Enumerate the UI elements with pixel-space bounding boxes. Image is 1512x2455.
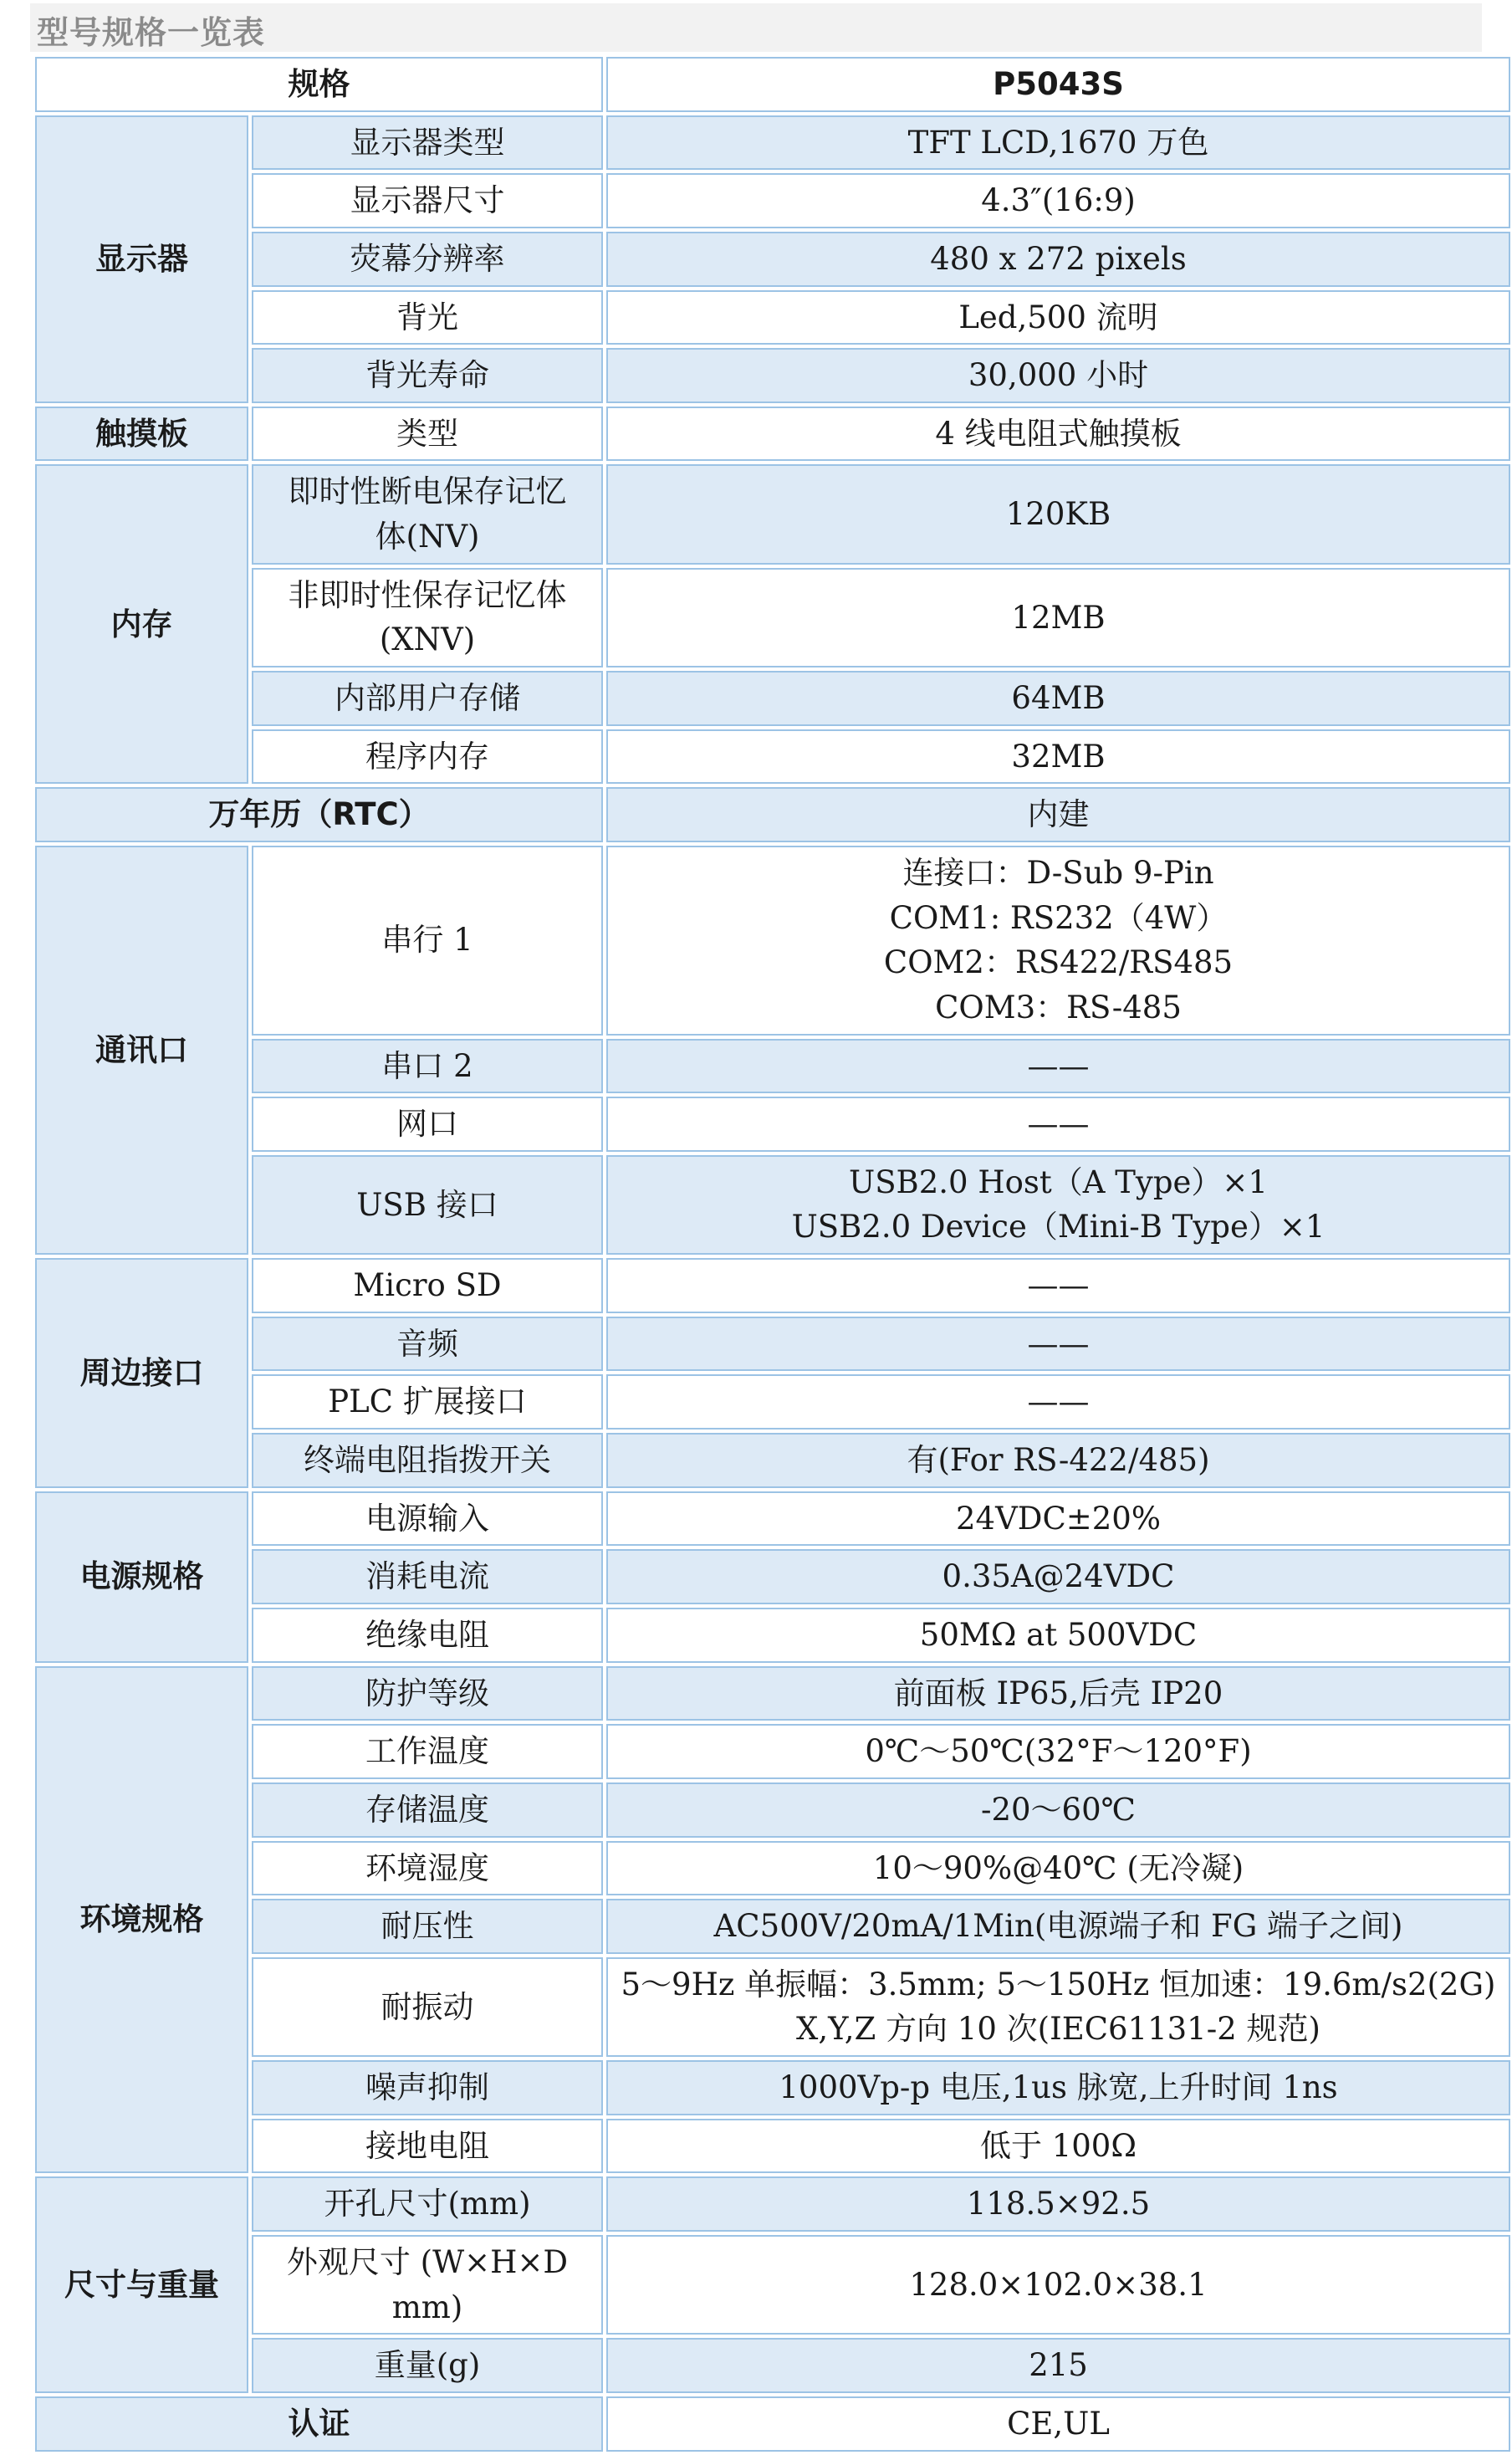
- spec-value: 低于 100Ω: [606, 2119, 1510, 2174]
- table-row: [35, 1549, 1510, 1604]
- spec-value: AC500V/20mA/1Min(电源端子和 FG 端子之间): [606, 1899, 1510, 1954]
- spec-value: ——: [606, 1097, 1510, 1152]
- group-label: 通讯口: [35, 846, 248, 1255]
- table-row: [35, 2338, 1510, 2393]
- spec-name: 显示器类型: [252, 115, 603, 171]
- page-title: 型号规格一览表: [37, 14, 266, 51]
- spec-name: 工作温度: [252, 1724, 603, 1779]
- group-label: 万年历（RTC）: [35, 787, 603, 842]
- table-row: [35, 671, 1510, 726]
- table-row: [35, 2396, 1510, 2452]
- spec-name: 电源输入: [252, 1491, 603, 1547]
- table-row: [35, 1957, 1510, 2057]
- spec-name: 开孔尺寸(mm): [252, 2176, 603, 2232]
- spec-name: 耐振动: [252, 1957, 603, 2057]
- table-row: [35, 1155, 1510, 1255]
- spec-name: 背光寿命: [252, 348, 603, 403]
- spec-value: 64MB: [606, 671, 1510, 726]
- spec-value: ——: [606, 1374, 1510, 1430]
- spec-value: 5～9Hz 单振幅：3.5mm; 5～150Hz 恒加速：19.6m/s2(2G) X,Y,Z 方向 10 次(IEC61131-2 规范): [606, 1957, 1510, 2057]
- group-label: 尺寸与重量: [35, 2176, 248, 2393]
- spec-value: 0.35A@24VDC: [606, 1549, 1510, 1604]
- spec-value: 32MB: [606, 729, 1510, 785]
- spec-name: 即时性断电保存记忆 体(NV): [252, 464, 603, 564]
- table-row: [35, 2060, 1510, 2115]
- table-row: [35, 1841, 1510, 1896]
- spec-name: 接地电阻: [252, 2119, 603, 2174]
- spec-name: 终端电阻指拨开关: [252, 1433, 603, 1488]
- table-row: [35, 464, 1510, 564]
- table-row: [35, 1433, 1510, 1488]
- table-row: [35, 729, 1510, 785]
- table-row: [35, 2176, 1510, 2232]
- table-row: [35, 232, 1510, 287]
- table-row: [35, 1666, 1510, 1721]
- spec-name: 存储温度: [252, 1782, 603, 1838]
- spec-value: 50MΩ at 500VDC: [606, 1608, 1510, 1663]
- spec-name: 串口 2: [252, 1039, 603, 1094]
- spec-table-body: [35, 57, 1510, 2452]
- table-row: [35, 407, 1510, 462]
- spec-name: 背光: [252, 290, 603, 345]
- header-model-cell: P5043S: [606, 57, 1510, 112]
- spec-value: 0℃～50℃(32°F～120°F): [606, 1724, 1510, 1779]
- spec-name: 噪声抑制: [252, 2060, 603, 2115]
- table-row: [35, 1258, 1510, 1313]
- spec-name: 重量(g): [252, 2338, 603, 2393]
- group-label: 触摸板: [35, 407, 248, 462]
- spec-value: 4.3″(16:9): [606, 173, 1510, 228]
- spec-table: [32, 54, 1512, 2455]
- spec-name: 防护等级: [252, 1666, 603, 1721]
- spec-value: 215: [606, 2338, 1510, 2393]
- spec-value: -20～60℃: [606, 1782, 1510, 1838]
- table-row: [35, 290, 1510, 345]
- table-row: [35, 1782, 1510, 1838]
- spec-value: 前面板 IP65,后壳 IP20: [606, 1666, 1510, 1721]
- group-label: 环境规格: [35, 1666, 248, 2174]
- spec-value: 内建: [606, 787, 1510, 842]
- table-row: [35, 1039, 1510, 1094]
- table-header-row: [35, 57, 1510, 112]
- group-label: 电源规格: [35, 1491, 248, 1663]
- spec-name: 串行 1: [252, 846, 603, 1036]
- table-row: [35, 173, 1510, 228]
- spec-value: 128.0×102.0×38.1: [606, 2235, 1510, 2335]
- spec-value: 1000Vp-p 电压,1us 脉宽,上升时间 1ns: [606, 2060, 1510, 2115]
- spec-value: 120KB: [606, 464, 1510, 564]
- header-spec-cell: 规格: [35, 57, 603, 112]
- table-row: [35, 2119, 1510, 2174]
- spec-name: 类型: [252, 407, 603, 462]
- table-row: [35, 787, 1510, 842]
- group-label: 内存: [35, 464, 248, 784]
- table-row: [35, 1724, 1510, 1779]
- group-label: 周边接口: [35, 1258, 248, 1488]
- spec-name: PLC 扩展接口: [252, 1374, 603, 1430]
- spec-value: USB2.0 Host（A Type）×1 USB2.0 Device（Mini-B Type）×1: [606, 1155, 1510, 1255]
- spec-value: 连接口：D-Sub 9-Pin COM1: RS232（4W） COM2：RS422/RS485 COM3：RS-485: [606, 846, 1510, 1036]
- spec-value: 4 线电阻式触摸板: [606, 407, 1510, 462]
- spec-value: 118.5×92.5: [606, 2176, 1510, 2232]
- spec-value: 12MB: [606, 568, 1510, 667]
- table-row: [35, 1374, 1510, 1430]
- group-label: 认证: [35, 2396, 603, 2452]
- spec-name: 程序内存: [252, 729, 603, 785]
- spec-name: 荧幕分辨率: [252, 232, 603, 287]
- spec-value: 30,000 小时: [606, 348, 1510, 403]
- table-row: [35, 1317, 1510, 1372]
- spec-value: ——: [606, 1258, 1510, 1313]
- spec-value: CE,UL: [606, 2396, 1510, 2452]
- spec-name: 消耗电流: [252, 1549, 603, 1604]
- spec-value: 24VDC±20%: [606, 1491, 1510, 1547]
- spec-value: ——: [606, 1317, 1510, 1372]
- group-label: 显示器: [35, 115, 248, 403]
- spec-name: 内部用户存储: [252, 671, 603, 726]
- spec-name: USB 接口: [252, 1155, 603, 1255]
- spec-name: 非即时性保存记忆体 (XNV): [252, 568, 603, 667]
- spec-value: ——: [606, 1039, 1510, 1094]
- spec-value: Led,500 流明: [606, 290, 1510, 345]
- table-row: [35, 568, 1510, 667]
- table-row: [35, 846, 1510, 1036]
- spec-name: 显示器尺寸: [252, 173, 603, 228]
- spec-name: 外观尺寸 (W×H×D mm): [252, 2235, 603, 2335]
- table-row: [35, 1608, 1510, 1663]
- spec-name: 音频: [252, 1317, 603, 1372]
- spec-name: 耐压性: [252, 1899, 603, 1954]
- spec-value: 10～90%@40℃ (无冷凝): [606, 1841, 1510, 1896]
- spec-name: Micro SD: [252, 1258, 603, 1313]
- table-row: [35, 115, 1510, 171]
- spec-name: 网口: [252, 1097, 603, 1152]
- table-row: [35, 1491, 1510, 1547]
- table-row: [35, 348, 1510, 403]
- spec-name: 绝缘电阻: [252, 1608, 603, 1663]
- spec-value: 有(For RS-422/485): [606, 1433, 1510, 1488]
- spec-value: TFT LCD,1670 万色: [606, 115, 1510, 171]
- table-row: [35, 2235, 1510, 2335]
- table-row: [35, 1899, 1510, 1954]
- spec-name: 环境湿度: [252, 1841, 603, 1896]
- table-row: [35, 1097, 1510, 1152]
- spec-value: 480 x 272 pixels: [606, 232, 1510, 287]
